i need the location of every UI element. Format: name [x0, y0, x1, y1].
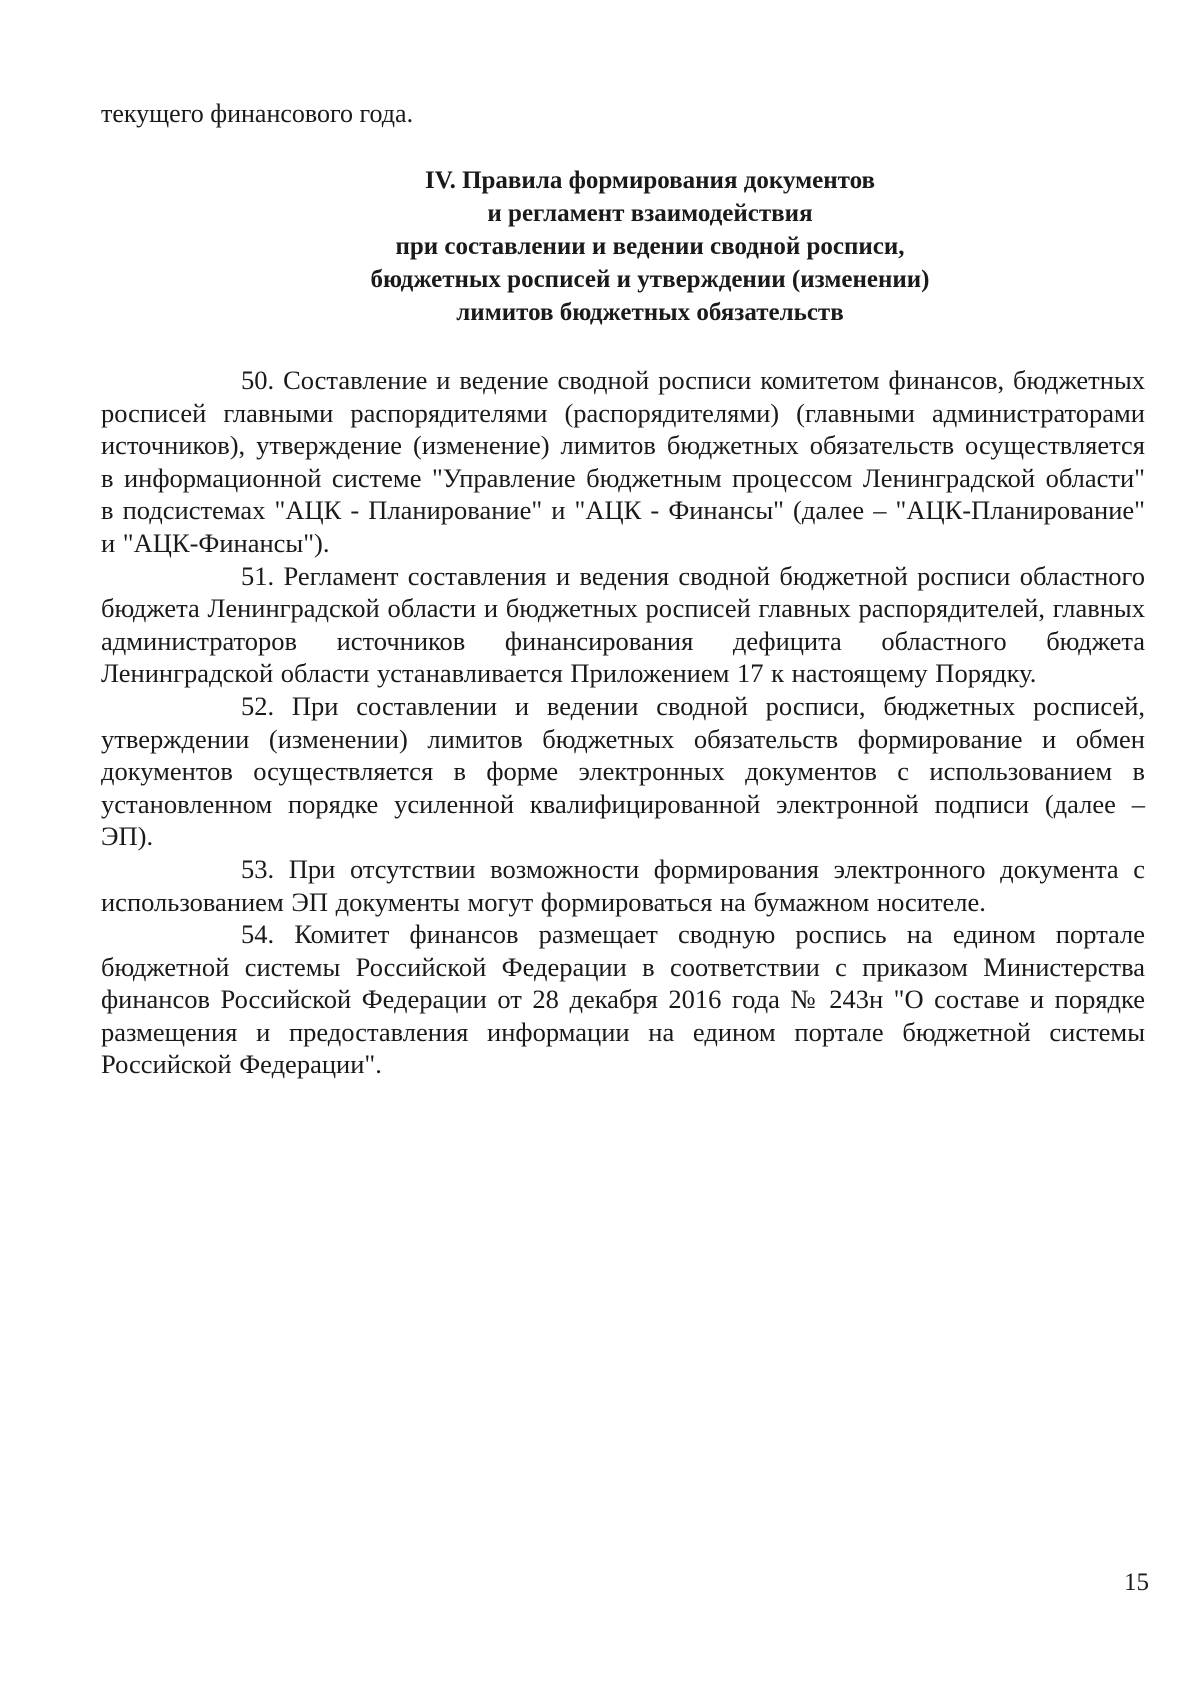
- paragraph-53: [101, 853, 1145, 918]
- paragraph-52: [101, 690, 1145, 853]
- paragraph-text: Комитет финансов размещает сводную роспись на едином портале бюджетной системы Российской Федерации в соответствии с приказом Министерства финансов Российской Федерации от 28 декабря 2016 года № 243н "О составе и порядке размещения и предоставления информации на едином портале бюджетной системы Российской Федерации".: [101, 919, 1146, 1080]
- heading-line: лимитов бюджетных обязательств: [456, 299, 844, 326]
- paragraph-text: Регламент составления и ведения сводной бюджетной росписи областного бюджета Ленинградской области и бюджетных росписей главных распорядителей, главных администраторов источников финансирования дефицита областного бюджета Ленинградской области устанавливается Приложением 17 к настоящему Порядку.: [101, 560, 1145, 689]
- paragraph-text: При отсутствии возможности формирования электронного документа с использованием ЭП документы могут формироваться на бумажном носителе.: [101, 853, 1146, 917]
- heading-line: IV. Правила формирования документов: [425, 167, 875, 194]
- body-text: [101, 364, 1145, 1081]
- paragraph-text: Составление и ведение сводной росписи комитетом финансов, бюджетных росписей главными распорядителями (распорядителями) (главными администраторами источников), утверждение (изменение) лимитов бюджетных обязательств осуществляется в информационной системе "Управление бюджетным процессом Ленинградской области" в подсистемах "АЦК - Планирование" и "АЦК - Финансы" (далее – "АЦК-Планирование" и "АЦК-Финансы").: [101, 365, 1145, 558]
- section-heading: [300, 164, 1000, 329]
- heading-line: и регламент взаимодействия: [487, 200, 813, 227]
- paragraph-text: При составлении и ведении сводной росписи, бюджетных росписей, утверждении (изменении) лимитов бюджетных обязательств формирование и обмен документов осуществляется в форме электронных документов с использованием в установленном порядке усиленной квалифицированной электронной подписи (далее – ЭП).: [101, 690, 1146, 852]
- paragraph-number: 53.: [241, 853, 275, 884]
- heading-line: бюджетных росписей и утверждении (изменении): [370, 266, 930, 293]
- paragraph-54: [101, 918, 1145, 1081]
- paragraph-number: 52.: [241, 690, 275, 721]
- paragraph-number: 54.: [241, 919, 275, 950]
- continuation-line: текущего финансового года.: [101, 99, 414, 128]
- heading-line: при составлении и ведении сводной росписи,: [395, 233, 905, 260]
- paragraph-51: [101, 560, 1145, 690]
- page-number: 15: [1124, 1569, 1149, 1596]
- paragraph-number: 50.: [241, 365, 275, 395]
- paragraph-50: [101, 364, 1145, 560]
- paragraph-number: 51.: [241, 560, 275, 591]
